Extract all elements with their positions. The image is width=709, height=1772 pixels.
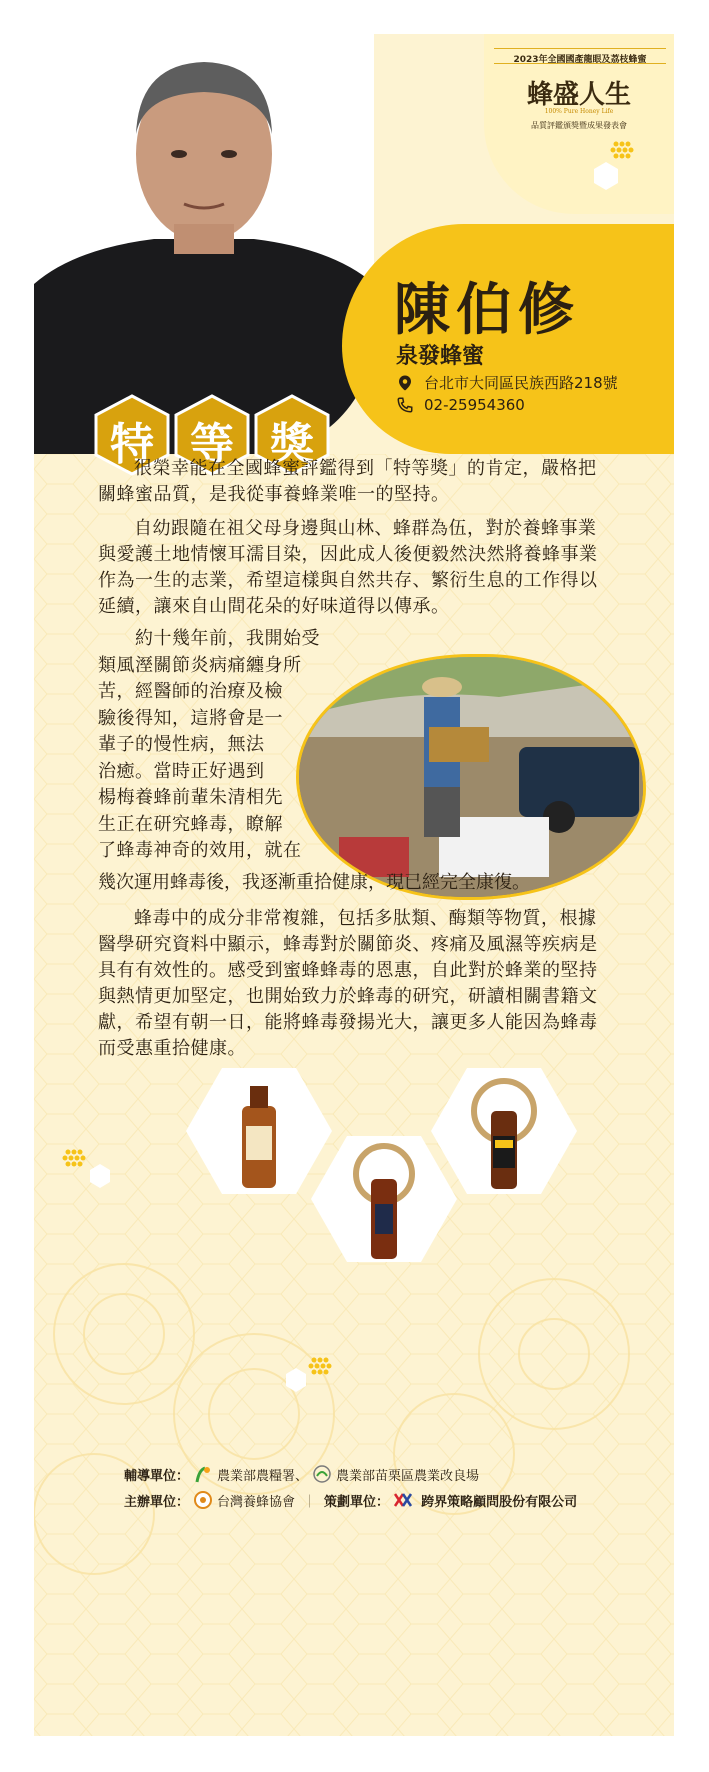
paragraph-3-end: 幾次運用蜂毒後，我逐漸重拾健康，現已經完全康復。 (98, 872, 530, 893)
credits-guide-row (124, 1464, 479, 1484)
phone-row (396, 396, 525, 414)
paragraph-2: 自幼跟隨在祖父母身邊與山林、蜂群為伍，對於養蜂事業與愛護土地情懷耳濡目染，因此成人後便毅然決然將養蜂事業作為一生的志業，希望這樣與自然共存、繁衍生息的工作得以延續，讓來自山間花朵的好味道得以傳承。 (98, 518, 598, 617)
paragraph-3-line: 類風溼關節炎病痛纏身所 (98, 654, 302, 676)
logo-year-line: 2023年全國國產龍眼及荔枝蜂蜜 (513, 55, 647, 65)
honeycomb-decoration-icon (58, 1142, 118, 1202)
host-org: 台灣養蜂協會 (217, 1494, 296, 1510)
cross-strategy-logo-icon (393, 1490, 417, 1510)
beekeeping-association-logo-icon (193, 1490, 213, 1510)
paragraph-3-line: 楊梅養蜂前輩朱清相先 (98, 787, 283, 808)
paragraph-3-wrapped (98, 626, 328, 865)
guide-org-2: 農業部苗栗區農業改良場 (336, 1468, 480, 1484)
paragraph-3-line: 生正在研究蜂毒，瞭解 (98, 813, 283, 835)
awardee-name: 陳伯修 (394, 278, 580, 343)
paragraph-3-line: 輩子的慢性病，無法 (98, 734, 265, 755)
award-char: 等 (190, 419, 234, 470)
credits-divider: ｜ (303, 1494, 317, 1510)
paragraph-3-line: 苦，經醫師的治療及檢 (98, 681, 283, 702)
logo-description: 品質評鑑頒獎暨成果發表會 (531, 121, 627, 130)
paragraph-3-line: 約十幾年前，我開始受 (98, 628, 320, 649)
paragraph-3-line: 驗後得知，這將會是一 (98, 707, 283, 729)
logo-subtitle: 100% Pure Honey Life (544, 108, 614, 115)
location-pin-icon (396, 374, 414, 392)
beekeeping-photo (296, 654, 646, 900)
paragraph-3-line: 治癒。當時正好遇到 (98, 760, 265, 782)
honeycomb-decoration-icon (284, 1344, 344, 1404)
company-name: 泉發蜂蜜 (396, 344, 485, 369)
guide-org-1: 農業部農糧署 (217, 1468, 296, 1484)
portrait-photo (34, 34, 374, 454)
phone-icon (396, 396, 414, 414)
paragraph-4: 蜂毒中的成分非常複雜，包括多肽類、酶類等物質，根據醫學研究資料中顯示，蜂毒對於關節炎、疼痛及風濕等疾病是具有有效性的。感受到蜜蜂蜂毒的恩惠，自此對於蜂業的堅持與熱情更加堅定，也開始致力於蜂毒的研究，研讀相關書籍文獻，希望有朝一日，能將蜂毒發揚光大，讓更多人能因為蜂毒而受惠重拾健康。 (98, 908, 598, 1059)
product-honey-bottle-3 (429, 1066, 579, 1196)
credits-host-row (124, 1490, 577, 1510)
guide-label: 輔導單位： (124, 1468, 190, 1484)
paragraph-1: 很榮幸能在全國蜂蜜評鑑得到「特等獎」的肯定，嚴格把關蜂蜜品質，是我從事養蜂業唯一的堅持。 (98, 458, 597, 505)
miaoli-dares-logo-icon (312, 1464, 332, 1484)
award-char: 獎 (270, 419, 314, 470)
poster-banner (34, 34, 674, 1736)
afa-logo-icon (193, 1464, 213, 1484)
address-text: 台北市大同區民族西路218號 (424, 374, 618, 392)
logo-title: 蜂盛人生 (526, 80, 631, 110)
phone-text: 02-25954360 (424, 396, 525, 414)
address-row (396, 372, 618, 393)
plan-org: 跨界策略顧問股份有限公司 (421, 1494, 578, 1510)
award-char: 特 (110, 419, 154, 470)
paragraph-3-line: 了蜂毒神奇的效用，就在 (98, 840, 302, 861)
guide-separator: 、 (295, 1468, 309, 1484)
host-label: 主辦單位： (124, 1494, 190, 1510)
honeycomb-decoration-icon (574, 134, 634, 204)
plan-label: 策劃單位： (324, 1494, 390, 1510)
